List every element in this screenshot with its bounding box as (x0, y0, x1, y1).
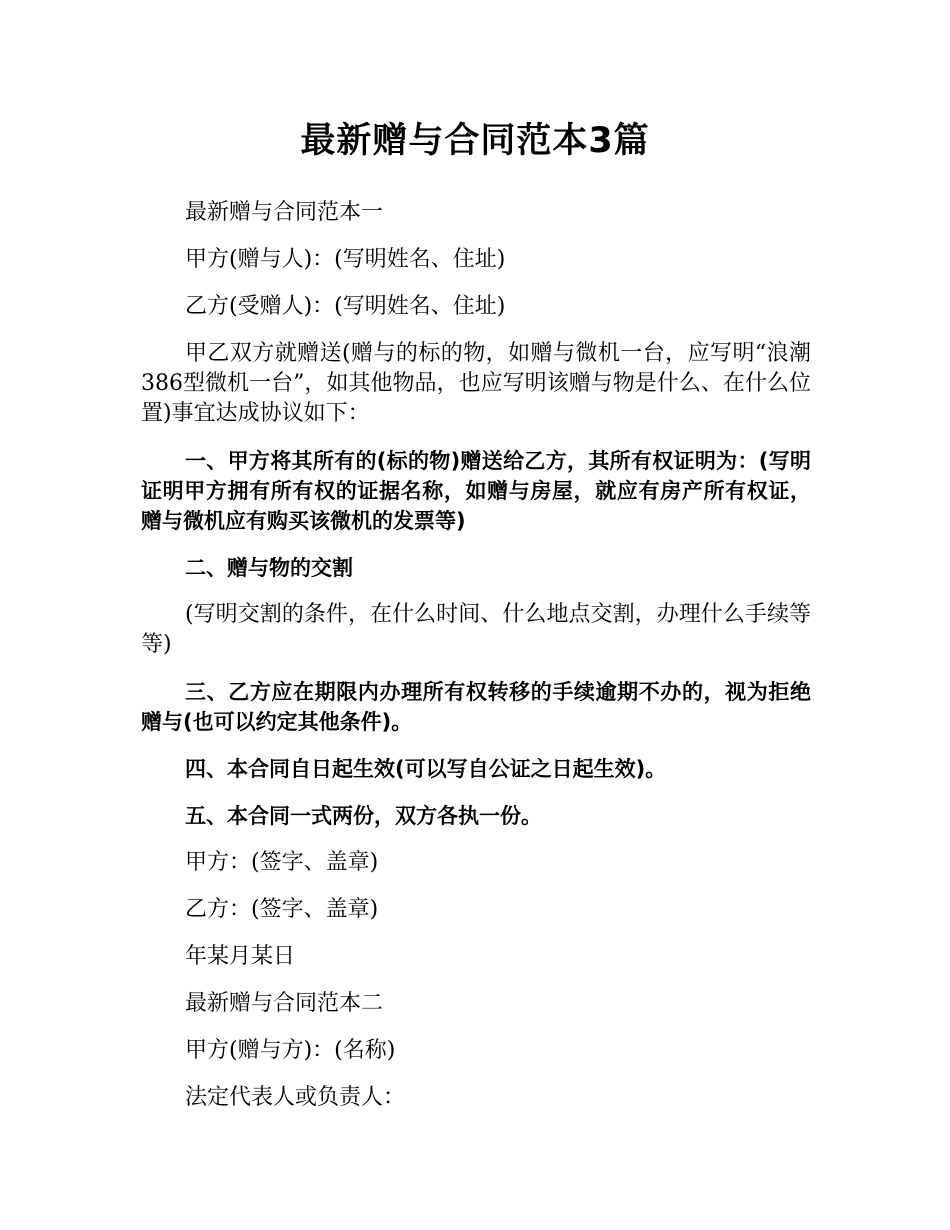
paragraph: 最新赠与合同范本一 (185, 200, 384, 225)
paragraph: 法定代表人或负责人： (185, 1085, 406, 1110)
paragraph: 乙方：(签字、盖章) (185, 897, 379, 922)
paragraph: 四、本合同自日起生效(可以写自公证之日起生效)。 (185, 757, 667, 781)
document-title: 最新赠与合同范本3篇 (300, 121, 650, 161)
document-body (141, 198, 811, 1130)
paragraph: 五、本合同一式两份，双方各执一份。 (185, 804, 542, 828)
paragraph: 甲方：(签字、盖章) (185, 850, 379, 875)
paragraph: 一、甲方将其所有的(标的物)赠送给乙方，其所有权证明为：(写明证明甲方拥有所有权的证据名称，如赠与房屋，就应有房产所有权证，赠与微机应有购买该微机的发票等) (141, 449, 811, 533)
paragraph: (写明交割的条件，在什么时间、什么地点交割，办理什么手续等等) (141, 602, 811, 657)
paragraph: 最新赠与合同范本二 (185, 991, 384, 1016)
paragraph: 三、乙方应在期限内办理所有权转移的手续逾期不办的，视为拒绝赠与(也可以约定其他条件)。 (141, 680, 811, 734)
paragraph: 甲方(赠与人)：(写明姓名、住址) (185, 247, 506, 272)
paragraph: 甲乙双方就赠送(赠与的标的物，如赠与微机一台，应写明“浪潮386型微机一台”，如其他物品，也应写明该赠与物是什么、在什么位置)事宜达成协议如下： (141, 341, 811, 426)
paragraph: 甲方(赠与方)：(名称) (185, 1038, 396, 1063)
paragraph: 二、赠与物的交割 (185, 556, 353, 580)
paragraph: 年某月某日 (185, 944, 296, 969)
paragraph: 乙方(受赠人)：(写明姓名、住址) (185, 294, 506, 319)
